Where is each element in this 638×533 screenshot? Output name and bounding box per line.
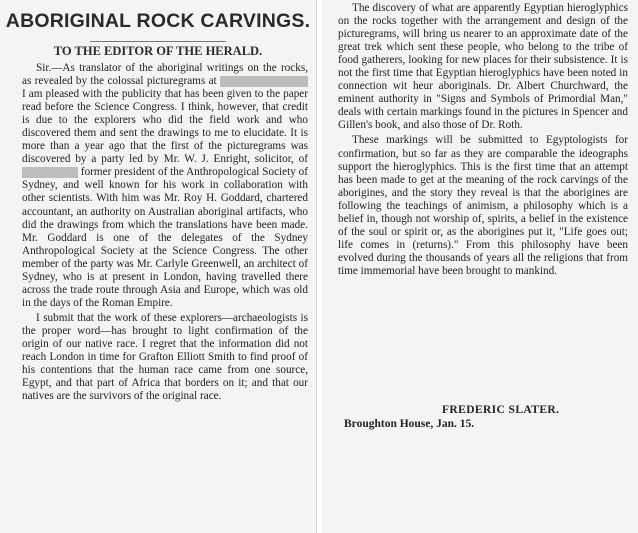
right-column	[322, 0, 638, 533]
article-subhead: TO THE EDITOR OF THE HERALD.	[53, 44, 263, 58]
signature-place: Broughton House, Jan. 15.	[344, 418, 475, 430]
left-body-text	[22, 62, 308, 403]
left-column	[0, 0, 317, 533]
right-body-text	[338, 2, 628, 278]
paragraph-text: I am pleased with the publicity that has been given to the paper read before the Science Congress. I think, however, that credit is due to the explorers who did the field work and who discovered them and sent the drawings to me to elucidate. It is more than a year ago that the first of the picturegrams was discovered by a party led by Mr. W. J. Enright, solicitor, of	[22, 88, 308, 166]
paragraph-text: Sir.—As translator of the aboriginal writings on the rocks, as revealed by the colossal picturegrams at	[22, 62, 308, 88]
article-headline: ABORIGINAL ROCK CARVINGS.	[5, 10, 311, 32]
paragraph: These markings will be submitted to Egyptologists for confirmation, but so far as they are comparable the ideographs support the hieroglyphics. This is the first time that an attempt has been made to get at the meaning of the rock carvings of the aborigines, and the story they reveal is that the aborigines are following the teachings of animism, a philosophy which is a belief in, though not worship of, spirits, a belief in the existence of the soul or spirit or, as the aborigines put it, "Life goes out; life comes in (returns)." From this philosophy have been evolved during the thousands of years all the religions that from time immemorial have been brought to mankind.	[338, 134, 628, 277]
redaction-box	[22, 167, 78, 178]
signature-name: FREDERIC SLATER.	[442, 404, 560, 416]
paragraph: I submit that the work of these explorers—archaeologists is the proper word—has brought to light confirmation of the origin of our native race. I regret that the information did not reach London in time for Grafton Elliott Smith to find proof of his contentions that the human race came from one source, Egypt, and that part of Africa that borders on it; and that our natives are the survivors of the original race.	[22, 311, 308, 403]
paragraph: The discovery of what are apparently Egyptian hieroglyphics on the rocks together with the arrangement and design of the picturegrams, will bring us nearer to an approximate date of the great trek which sent these people, who belong to the tribe of food gatherers, looking for new places for their subsistence. It is not the first time that Egyptian hieroglyphics have been noted in connection wit heur aboriginals. Dr. Albert Churchward, the eminent authority in "Signs and Symbols of Primordial Man," deals with certain markings found in the pictures in Spencer and Gillen's book, and also those of Dr. Roth.	[338, 2, 628, 132]
headline-divider	[90, 41, 226, 42]
paragraph-text: former president of the Anthropological Society of Sydney, and well known for his work in collaboration with other scientists. With him was Mr. Roy H. Goddard, chartered accountant, an authority on Australian aboriginal artifacts, who did the drawings from which the translations have been made. Mr. Goddard is one of the delegates of the Sydney Anthropological Society at the Science Congress. The other member of the party was Mr. Carlyle Greenwell, an architect of Sydney, who is at present in London, having travelled there across the trade route through Asia and Europe, which was old in the days of the Roman Empire.	[22, 166, 308, 309]
redaction-box	[220, 76, 308, 87]
paragraph	[22, 62, 308, 310]
